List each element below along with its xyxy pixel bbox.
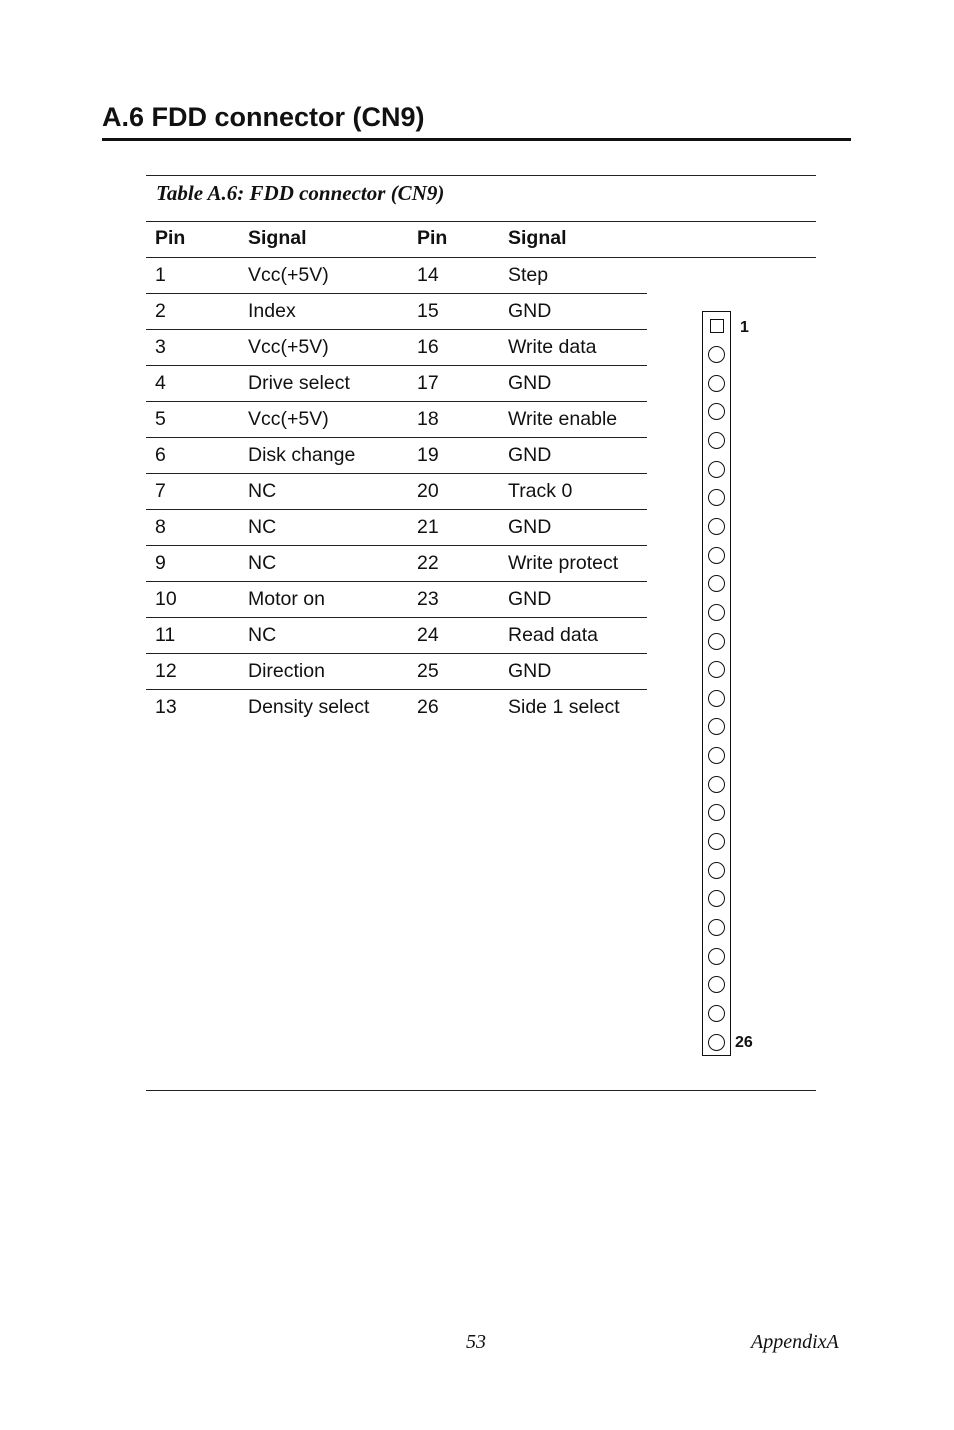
caption-rule <box>146 221 816 222</box>
pin-circle <box>708 461 725 478</box>
cell-signal-left: Density select <box>248 696 370 718</box>
pin-circle <box>708 518 725 535</box>
cell-pin-right: 21 <box>417 516 439 538</box>
cell-pin-right: 24 <box>417 624 439 646</box>
cell-pin-left: 3 <box>155 336 166 358</box>
cell-signal-right: GND <box>508 372 552 394</box>
table-row <box>146 258 647 294</box>
cell-signal-left: NC <box>248 624 277 646</box>
table-row <box>146 690 647 726</box>
footer-section: AppendixA <box>751 1331 839 1353</box>
cell-pin-left: 5 <box>155 408 166 430</box>
table-row <box>146 366 647 402</box>
table-row <box>146 546 647 582</box>
header-pin-right: Pin <box>417 227 448 249</box>
cell-pin-left: 4 <box>155 372 166 394</box>
table-row <box>146 402 647 438</box>
table-row <box>146 294 647 330</box>
cell-signal-left: Index <box>248 300 296 322</box>
table-top-rule <box>146 175 816 176</box>
cell-pin-left: 8 <box>155 516 166 538</box>
header-signal-right: Signal <box>508 227 567 249</box>
cell-signal-left: Motor on <box>248 588 325 610</box>
pin-circle <box>708 776 725 793</box>
cell-signal-right: GND <box>508 516 552 538</box>
pin-circle <box>708 346 725 363</box>
cell-signal-right: Write protect <box>508 552 619 574</box>
section-title: A.6 FDD connector (CN9) <box>102 102 425 132</box>
cell-signal-left: Vcc(+5V) <box>248 408 329 430</box>
table-bottom-rule <box>146 1090 816 1091</box>
connector-diagram <box>702 311 731 1056</box>
table-row <box>146 438 647 474</box>
cell-signal-right: Write enable <box>508 408 618 430</box>
table-row <box>146 618 647 654</box>
cell-signal-left: NC <box>248 480 277 502</box>
pin-circle <box>708 547 725 564</box>
first-pin-label: 1 <box>740 319 749 336</box>
cell-pin-left: 9 <box>155 552 166 574</box>
cell-signal-right: Read data <box>508 624 598 646</box>
pin-circle <box>708 690 725 707</box>
cell-pin-right: 14 <box>417 264 439 286</box>
pin-circle <box>708 747 725 764</box>
header-signal-left: Signal <box>248 227 307 249</box>
cell-pin-right: 17 <box>417 372 439 394</box>
cell-signal-left: Disk change <box>248 444 356 466</box>
cell-signal-left: Vcc(+5V) <box>248 264 329 286</box>
cell-pin-right: 23 <box>417 588 439 610</box>
cell-pin-right: 16 <box>417 336 439 358</box>
page-number: 53 <box>466 1331 486 1353</box>
cell-pin-right: 15 <box>417 300 439 322</box>
pin-circle <box>708 919 725 936</box>
pin-circle <box>708 833 725 850</box>
cell-pin-left: 10 <box>155 588 177 610</box>
cell-pin-left: 7 <box>155 480 166 502</box>
pin-circle <box>708 375 725 392</box>
table-row <box>146 510 647 546</box>
cell-pin-left: 12 <box>155 660 177 682</box>
header-pin-left: Pin <box>155 227 186 249</box>
title-rule <box>102 138 851 141</box>
cell-pin-left: 2 <box>155 300 166 322</box>
pin-circle <box>708 432 725 449</box>
cell-signal-left: NC <box>248 516 277 538</box>
table-caption: Table A.6: FDD connector (CN9) <box>156 181 445 205</box>
pin-circle <box>708 633 725 650</box>
cell-pin-left: 11 <box>155 624 176 646</box>
cell-signal-left: Vcc(+5V) <box>248 336 329 358</box>
table-row <box>146 330 647 366</box>
cell-signal-left: NC <box>248 552 277 574</box>
pin-circle <box>708 1005 725 1022</box>
cell-pin-right: 19 <box>417 444 439 466</box>
cell-signal-right: Side 1 select <box>508 696 620 718</box>
pin-circle <box>708 604 725 621</box>
cell-pin-right: 22 <box>417 552 439 574</box>
cell-signal-right: GND <box>508 300 552 322</box>
pin-circle <box>708 948 725 965</box>
cell-pin-right: 25 <box>417 660 439 682</box>
cell-pin-right: 26 <box>417 696 439 718</box>
pin-circle <box>708 1034 725 1051</box>
cell-pin-left: 1 <box>155 264 166 286</box>
table-row <box>146 474 647 510</box>
cell-signal-right: Track 0 <box>508 480 573 502</box>
cell-signal-left: Direction <box>248 660 325 682</box>
cell-signal-right: Write data <box>508 336 597 358</box>
cell-signal-right: GND <box>508 660 552 682</box>
pin-1-square <box>710 319 724 333</box>
last-pin-label: 26 <box>735 1034 753 1051</box>
cell-pin-right: 18 <box>417 408 439 430</box>
cell-signal-right: Step <box>508 264 549 286</box>
cell-signal-right: GND <box>508 588 552 610</box>
cell-pin-right: 20 <box>417 480 439 502</box>
cell-signal-right: GND <box>508 444 552 466</box>
pin-circle <box>708 862 725 879</box>
cell-pin-left: 6 <box>155 444 166 466</box>
cell-signal-left: Drive select <box>248 372 350 394</box>
table-row <box>146 654 647 690</box>
table-row <box>146 582 647 618</box>
cell-pin-left: 13 <box>155 696 177 718</box>
